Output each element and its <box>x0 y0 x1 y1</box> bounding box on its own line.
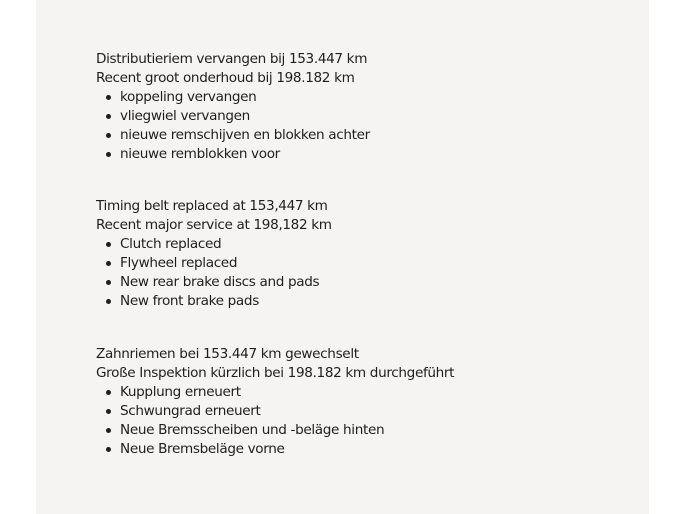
bullet-icon <box>106 428 111 433</box>
list-item <box>96 126 636 145</box>
list-item <box>96 440 636 459</box>
bullet-icon <box>106 390 111 395</box>
list-item <box>96 107 636 126</box>
list-item-text: New rear brake discs and pads <box>120 274 320 290</box>
list-item-text: Flywheel replaced <box>120 255 238 271</box>
list-item-text: nieuwe remschijven en blokken achter <box>120 127 370 143</box>
list-item <box>96 235 636 254</box>
list-item <box>96 273 636 292</box>
section-german <box>96 345 636 459</box>
section-english <box>96 197 636 311</box>
list-item <box>96 254 636 273</box>
bullet-icon <box>106 409 111 414</box>
list-item-text: Schwungrad erneuert <box>120 403 261 419</box>
major-service-line: Recent major service at 198,182 km <box>96 217 332 233</box>
timing-belt-line: Zahnriemen bei 153.447 km gewechselt <box>96 346 359 362</box>
major-service-line: Große Inspektion kürzlich bei 198.182 km durchgeführt <box>96 365 455 381</box>
list-item <box>96 292 636 311</box>
list-item-text: koppeling vervangen <box>120 89 257 105</box>
service-items-list <box>96 235 636 311</box>
bullet-icon <box>106 280 111 285</box>
bullet-icon <box>106 242 111 247</box>
service-items-list <box>96 383 636 459</box>
list-item-text: Clutch replaced <box>120 236 222 252</box>
content-panel <box>36 0 649 514</box>
list-item <box>96 88 636 107</box>
list-item <box>96 383 636 402</box>
list-item <box>96 402 636 421</box>
list-item-text: New front brake pads <box>120 293 259 309</box>
timing-belt-line: Timing belt replaced at 153,447 km <box>96 198 328 214</box>
list-item-text: Neue Bremsscheiben und -beläge hinten <box>120 422 385 438</box>
bullet-icon <box>106 133 111 138</box>
major-service-line: Recent groot onderhoud bij 198.182 km <box>96 70 355 86</box>
section-dutch <box>96 50 636 164</box>
bullet-icon <box>106 152 111 157</box>
list-item-text: nieuwe remblokken voor <box>120 146 280 162</box>
bullet-icon <box>106 95 111 100</box>
bullet-icon <box>106 114 111 119</box>
timing-belt-line: Distributieriem vervangen bij 153.447 km <box>96 51 368 67</box>
list-item-text: Kupplung erneuert <box>120 384 241 400</box>
service-items-list <box>96 88 636 164</box>
list-item <box>96 421 636 440</box>
list-item <box>96 145 636 164</box>
bullet-icon <box>106 261 111 266</box>
bullet-icon <box>106 447 111 452</box>
list-item-text: Neue Bremsbeläge vorne <box>120 441 285 457</box>
bullet-icon <box>106 299 111 304</box>
list-item-text: vliegwiel vervangen <box>120 108 250 124</box>
